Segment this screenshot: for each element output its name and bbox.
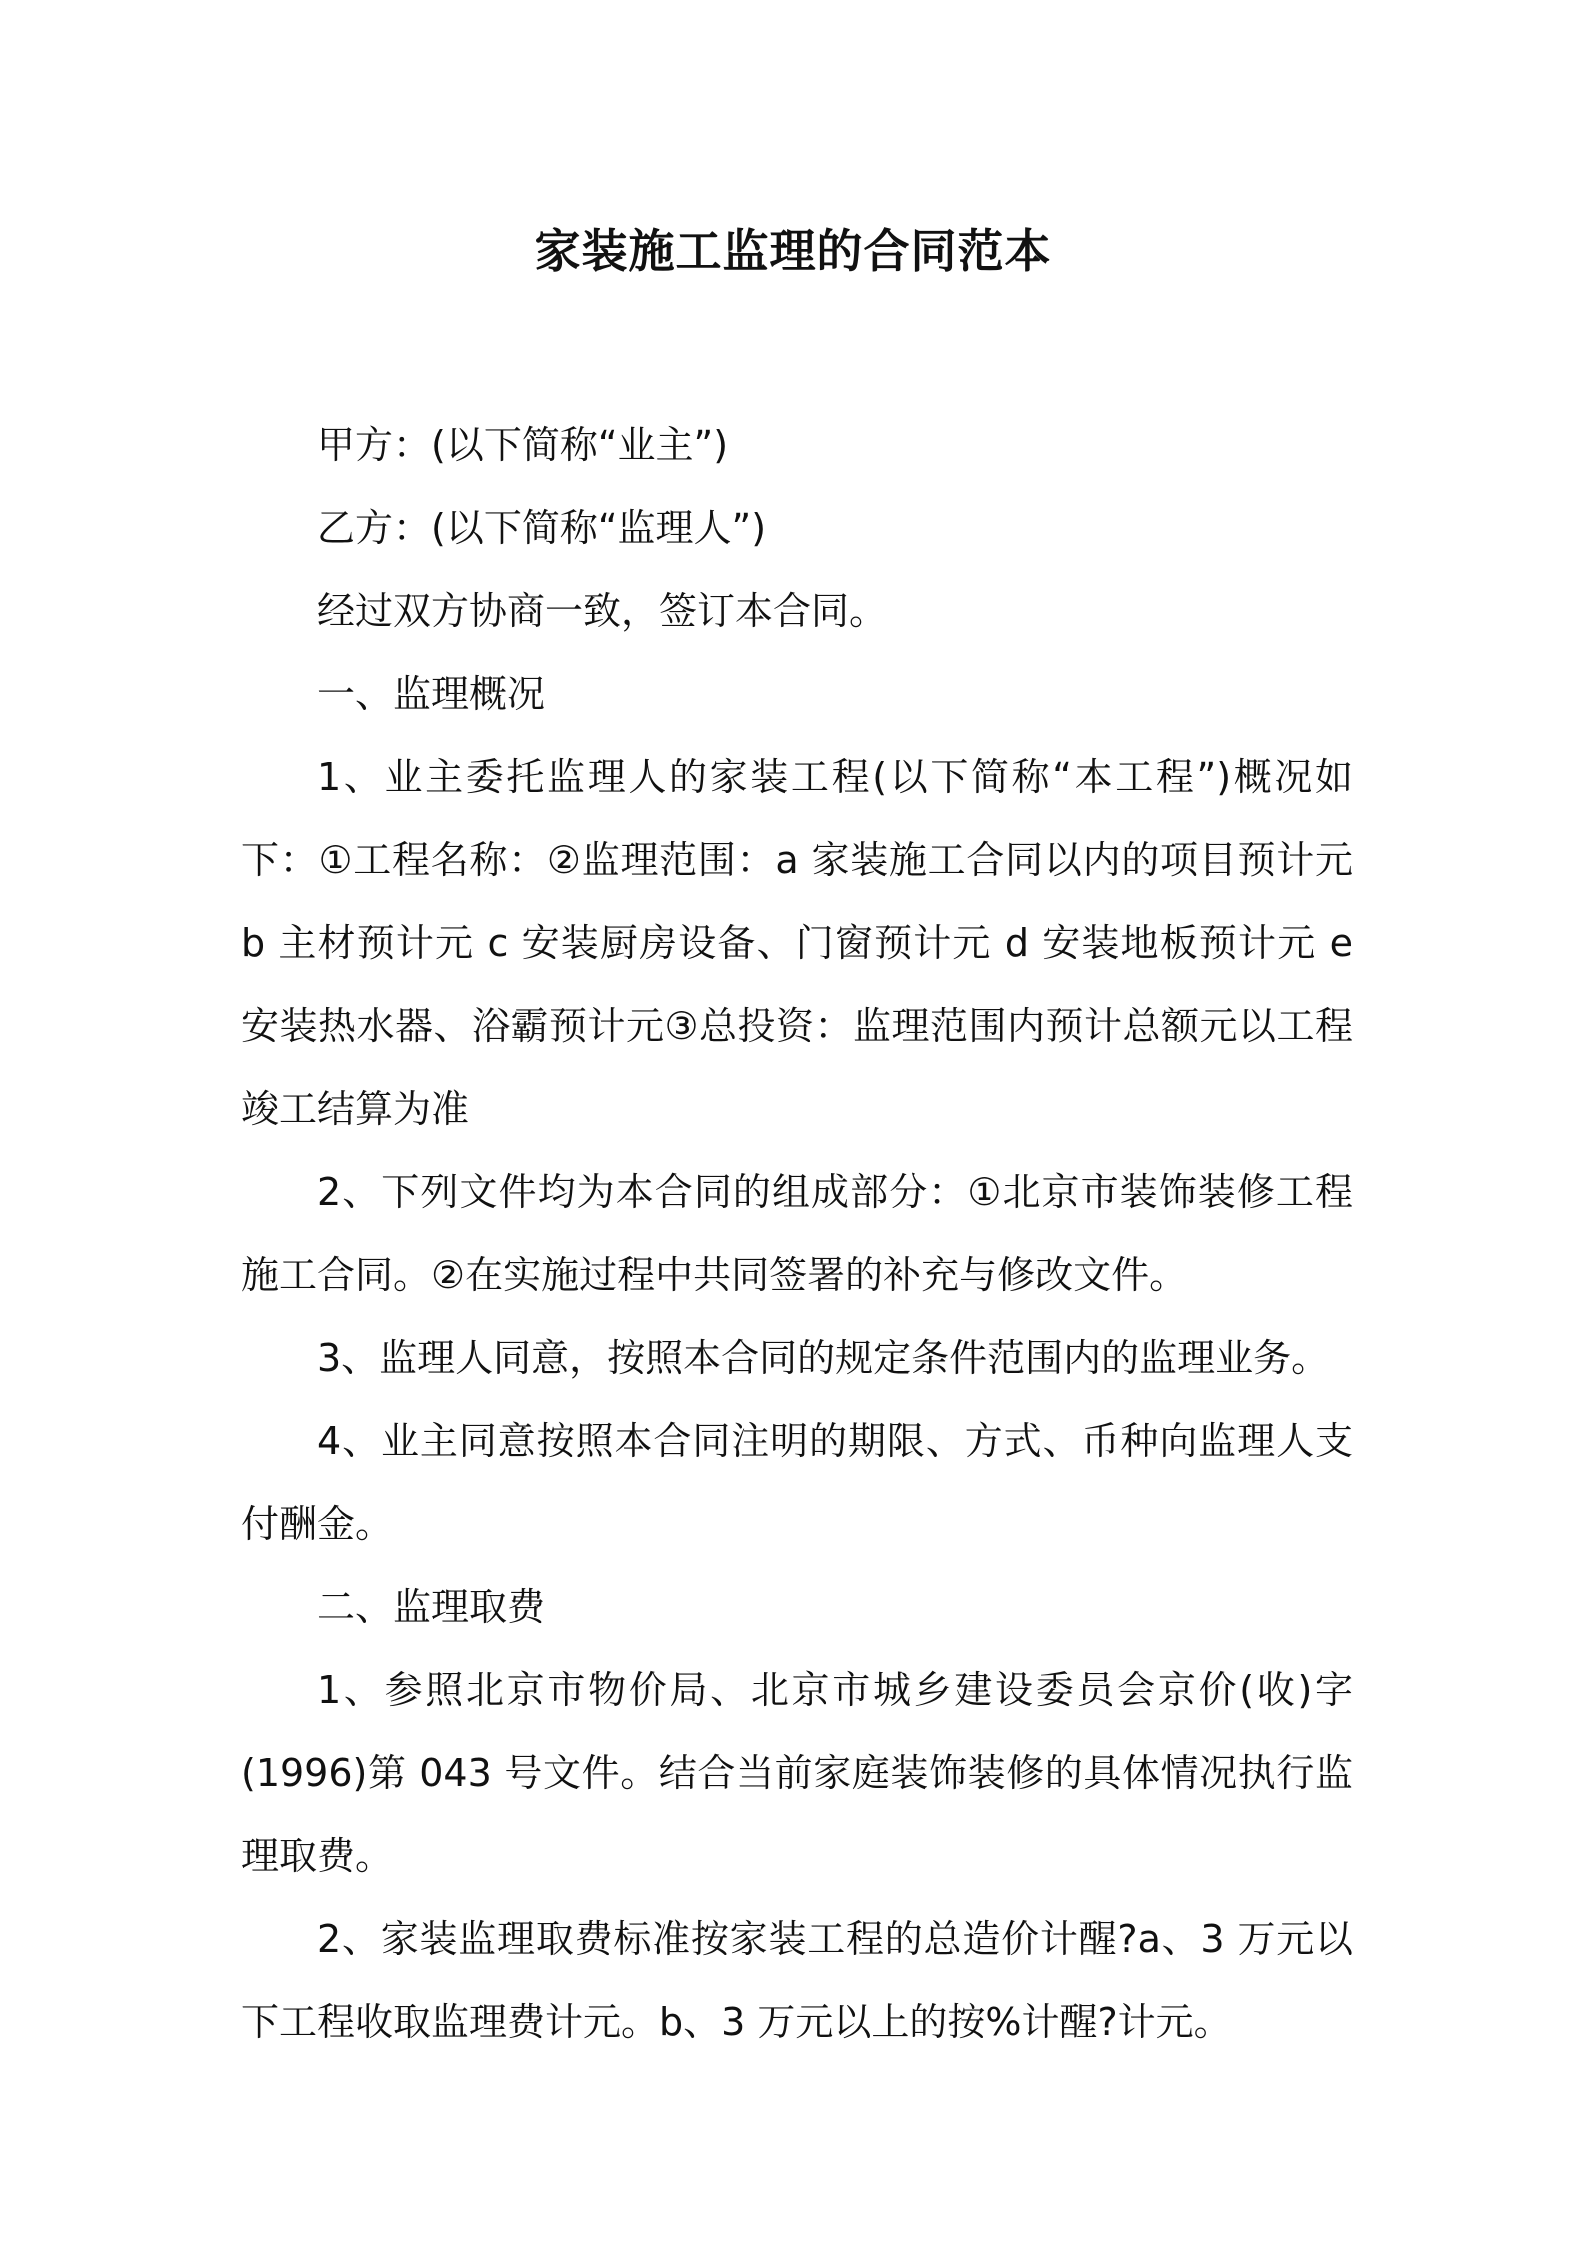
section-heading-overview: 一、监理概况 xyxy=(317,672,546,716)
document-body xyxy=(241,404,1353,2064)
clause-2-1: 1、参照北京市物价局、北京市城乡建设委员会京价(收)字(1996)第 043 号文件。结合当前家庭装饰装修的具体情况执行监理取费。 xyxy=(241,1668,1353,1878)
clause-1-3: 3、监理人同意，按照本合同的规定条件范围内的监理业务。 xyxy=(317,1336,1330,1380)
party-a-line: 甲方：(以下简称“业主”) xyxy=(317,423,729,467)
document-title: 家装施工监理的合同范本 xyxy=(534,224,1052,278)
party-b-line: 乙方：(以下简称“监理人”) xyxy=(317,506,767,550)
clause-1-4: 4、业主同意按照本合同注明的期限、方式、币种向监理人支付酬金。 xyxy=(241,1419,1353,1546)
clause-1-1: 1、业主委托监理人的家装工程(以下简称“本工程”)概况如下：①工程名称：②监理范围：a 家装施工合同以内的项目预计元 b 主材预计元 c 安装厨房设备、门窗预计元 d 安装地板预计元 e 安装热水器、浴霸预计元③总投资：监理范围内预计总额元以工程竣工结算为准 xyxy=(241,755,1353,1131)
clause-2-2: 2、家装监理取费标准按家装工程的总造价计醒?a、3 万元以下工程收取监理费计元。b、3 万元以上的按%计醒?计元。 xyxy=(241,1917,1353,2044)
agreement-line: 经过双方协商一致，签订本合同。 xyxy=(317,589,888,633)
clause-1-2: 2、下列文件均为本合同的组成部分：①北京市装饰装修工程施工合同。②在实施过程中共同签署的补充与修改文件。 xyxy=(241,1170,1353,1297)
section-heading-fees: 二、监理取费 xyxy=(317,1585,546,1629)
